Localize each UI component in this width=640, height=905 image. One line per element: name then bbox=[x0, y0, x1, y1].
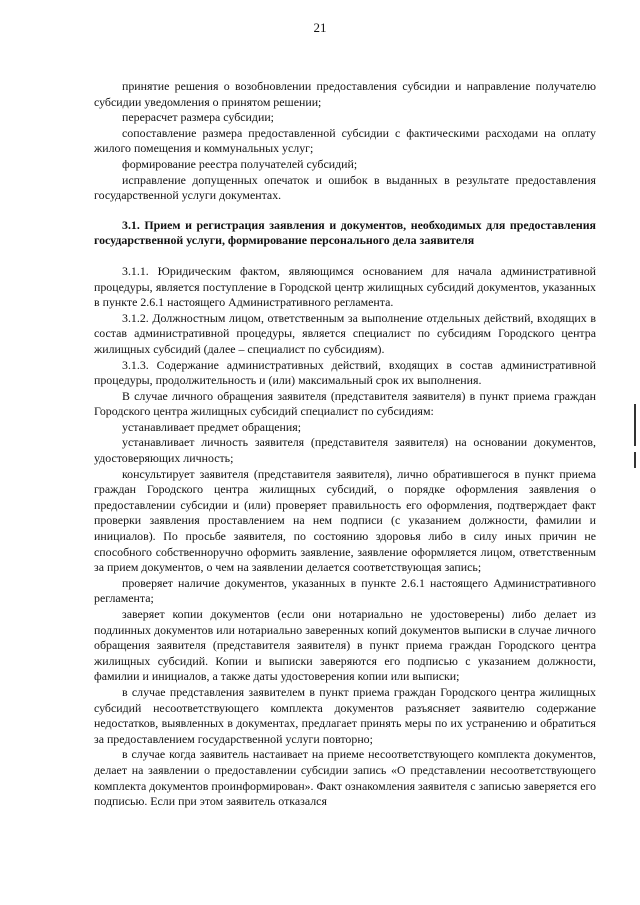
paragraph: 3.1.3. Содержание административных действий, входящих в состав административной процедуры, продолжительность и (или) максимальный срок их выполнения. bbox=[94, 357, 596, 388]
paragraph: 3.1.1. Юридическим фактом, являющимся основанием для начала административной процедуры, является поступление в Городской центр жилищных субсидий документов, указанных в пункте 2.6.1 настоящего Административного регламента. bbox=[94, 263, 596, 310]
paragraph: В случае личного обращения заявителя (представителя заявителя) в пункт приема граждан Городского центра жилищных субсидий специалист по субсидиям: bbox=[94, 388, 596, 419]
paragraph: консультирует заявителя (представителя заявителя), лично обратившегося в пункт приема граждан Городского центра жилищных субсидий, о порядке оформления заявления о предоставлении субсидии и (или) проверяет правильность его оформления, подтверждает факт проверки заявления проставлением на нем подписи (с указанием должности, фамилии и инициалов). По просьбе заявителя, по состоянию здоровья либо в силу иных причин не способного собственноручно оформить заявление, заявление оформляется лицом, ответственным за прием документов, о чем на заявлении делается соответствующая запись; bbox=[94, 466, 596, 575]
paragraph: в случае когда заявитель настаивает на приеме несоответствующего комплекта документов, делает на заявлении о предоставлении субсидии запись «О представлении несоответствующего комплекта документов проинформирован». Факт ознакомления заявителя с записью заверяется его подписью. Если при этом заявитель отказался bbox=[94, 747, 597, 809]
paragraph: принятие решения о возобновлении предоставления субсидии и направление получателю субсидии уведомления о принятом решении; bbox=[94, 79, 596, 109]
paragraph: заверяет копии документов (если они нотариально не удостоверены) либо делает из подлинных документов или нотариально заверенных копий документов выписки в случае личного обращения заявителя (представителя заявителя) в пункт приема граждан Городского центра жилищных субсидий. Копии и выписки заверяются его подписью с указанием должности, фамилии и инициалов, а также даты удостоверения копии или выписки; bbox=[94, 607, 596, 684]
paragraph: перерасчет размера субсидии; bbox=[122, 110, 274, 125]
page-number: 21 bbox=[313, 20, 327, 35]
paragraph: сопоставление размера предоставленной субсидии с фактическими расходами на оплату жилого помещения и коммунальных услуг; bbox=[94, 125, 596, 156]
paragraph: исправление допущенных опечаток и ошибок в выданных в результате предоставления государственной услуги документах. bbox=[94, 172, 596, 203]
section-heading: 3.1. Прием и регистрация заявления и документов, необходимых для предоставления государственной услуги, формирование персонального дела заявителя bbox=[94, 217, 596, 248]
scan-margin-mark bbox=[634, 452, 636, 468]
paragraph: устанавливает личность заявителя (представителя заявителя) на основании документов, удостоверяющих личность; bbox=[94, 435, 596, 466]
paragraph: 3.1.2. Должностным лицом, ответственным за выполнение отдельных действий, входящих в состав административной процедуры, является специалист по субсидиям Городского центра жилищных субсидий (далее – специалист по субсидиям). bbox=[94, 310, 596, 356]
paragraph: проверяет наличие документов, указанных в пункте 2.6.1 настоящего Административного регламента; bbox=[94, 575, 596, 606]
paragraph: формирование реестра получателей субсидий; bbox=[122, 156, 358, 171]
paragraph: устанавливает предмет обращения; bbox=[122, 419, 302, 434]
document-body bbox=[94, 79, 596, 810]
paragraph: в случае представления заявителем в пункт приема граждан Городского центра жилищных субсидий несоответствующего комплекта документов разъясняет заявителю содержание недостатков, выявленных в документах, предлагает принять меры по их устранению и обратиться за предоставлением государственной услуги повторно; bbox=[94, 684, 596, 746]
scan-margin-mark bbox=[634, 404, 636, 446]
